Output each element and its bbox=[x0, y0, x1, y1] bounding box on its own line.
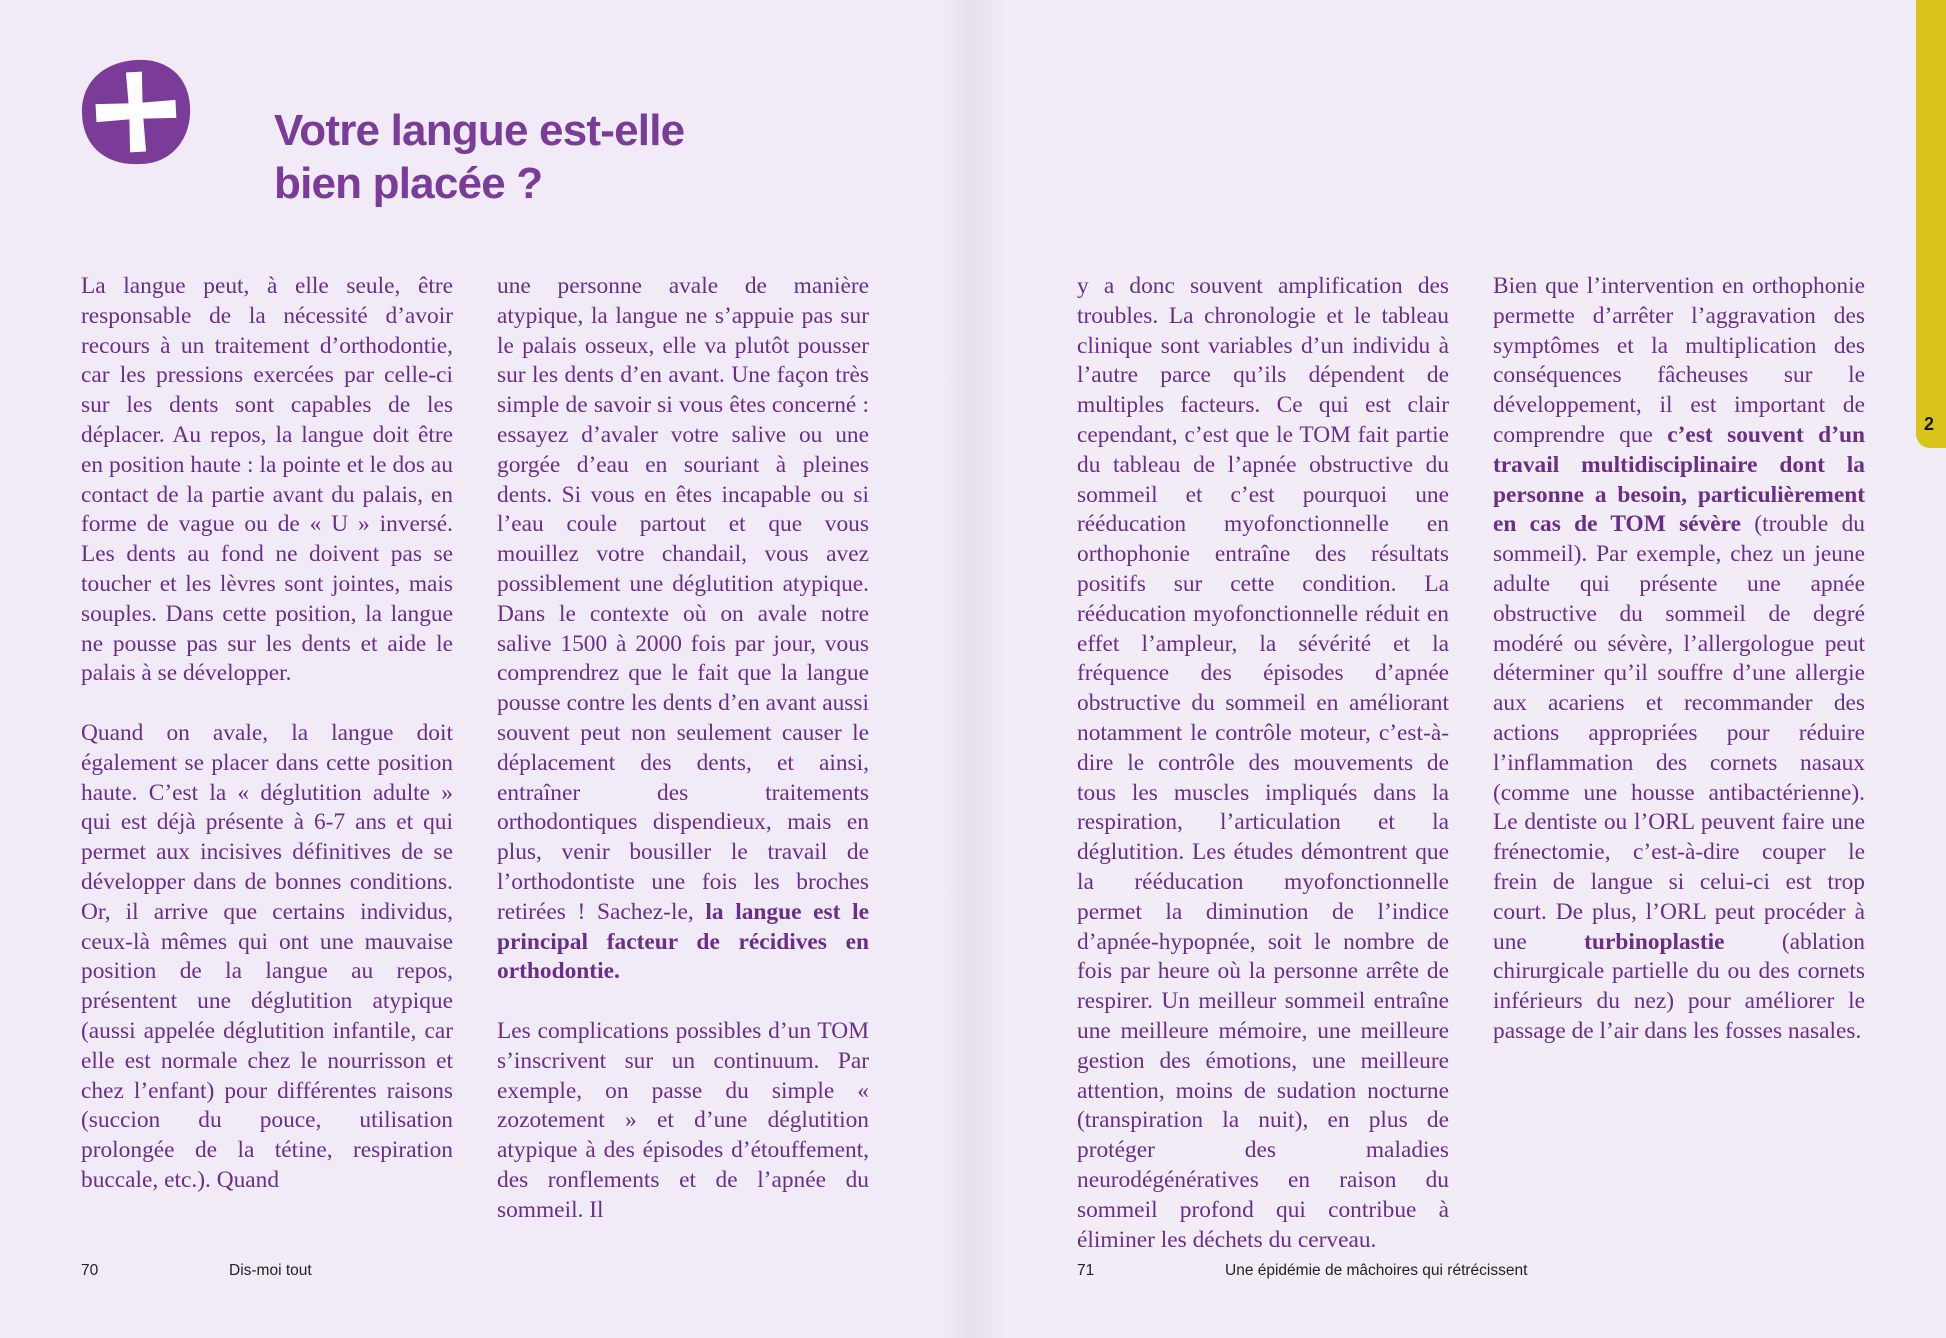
bold-emphasis: la langue est le principal facteur de récidives en orthodontie. bbox=[497, 898, 869, 985]
chapter-tab bbox=[1916, 0, 1946, 448]
paragraph: La langue peut, à elle seule, être responsable de la nécessité d’avoir recours à un traitement d’orthodontie, car les pressions exercées par celle-ci sur les dents sont capables de les déplacer. Au repos, la langue doit être en position haute : la pointe et le dos au contact de la partie avant du palais, en forme de vague ou de « U » inversé. Les dents au fond ne doivent pas se toucher et les lèvres sont jointes, mais souples. Dans cette position, la langue ne pousse pas sur les dents et aide le palais à se développer. bbox=[81, 273, 453, 687]
page-title bbox=[274, 104, 834, 210]
page-title-line-1: Votre langue est-elle bbox=[274, 106, 685, 155]
paragraph-text: une personne avale de manière atypique, la langue ne s’appuie pas sur le palais osseux, elle va plutôt pousser sur les dents d’en avant. Une façon très simple de savoir si vous êtes concerné : essayez d’avaler votre salive ou une gorgée d’eau en souriant à pleines dents. Si vous en êtes incapable ou si l’eau coule partout et que vous mouillez votre chandail, vous avez possiblement une déglutition atypique. Dans le contexte où on avale notre salive 1500 à 2000 fois par jour, vous comprendrez que le fait que la langue pousse contre les dents d’en avant aussi souvent peut non seulement causer le déplacement des dents, et ainsi, entraîner des traitements orthodontiques dispendieux, mais en plus, venir bousiller le travail de l’orthodontiste une fois les broches retirées ! Sachez-le, bbox=[497, 273, 869, 925]
paragraph: Les complications possibles d’un TOM s’inscrivent sur un continuum. Par exemple, on passe du simple « zozotement » et d’une déglutition atypique à des épisodes d’étouffement, des ronflements et de l’apnée du sommeil. Il bbox=[497, 1017, 869, 1223]
right-running-title: Une épidémie de mâchoires qui rétrécissent bbox=[1225, 1262, 1528, 1279]
paragraph-text: (trouble du sommeil). Par exemple, chez un jeune adulte qui présente une apnée obstructive du sommeil de degré modéré ou sévère, l’allergologue peut déterminer qu’il souffre d’une allergie aux acariens et recommander des actions appropriées pour réduire l’inflammation des cornets nasaux (comme une housse antibactérienne). Le dentiste ou l’ORL peuvent faire une frénectomie, c’est-à-dire couper le frein de langue si celui-ci est trop court. De plus, l’ORL peut procéder à une bbox=[1493, 511, 1865, 955]
text-column-3 bbox=[1077, 272, 1449, 1255]
text-column-4 bbox=[1493, 272, 1865, 1047]
bold-emphasis: turbinoplastie bbox=[1584, 928, 1725, 955]
left-running-title: Dis-moi tout bbox=[229, 1262, 312, 1279]
text-column-2 bbox=[497, 272, 869, 1226]
text-column-1 bbox=[81, 272, 453, 1196]
right-page-number: 71 bbox=[1077, 1262, 1095, 1279]
page-title-line-2: bien placée ? bbox=[274, 159, 543, 208]
paragraph bbox=[1493, 272, 1865, 1047]
paragraph: Quand on avale, la langue doit également se placer dans cette position haute. C’est la « déglutition adulte » qui est déjà présente à 6-7 ans et qui permet aux incisives définitives de se développer dans de bonnes conditions. Or, il arrive que certains individus, ceux-là mêmes qui ont une mauvaise position de la langue au repos, présentent une déglutition atypique (aussi appelée déglutition infantile, car elle est normale chez le nourrisson et chez l’enfant) pour différentes raisons (succion du pouce, utilisation prolongée de la tétine, respiration buccale, etc.). Quand bbox=[81, 719, 453, 1193]
left-page-number: 70 bbox=[81, 1262, 99, 1279]
bold-emphasis: c’est souvent d’un travail multidisciplinaire dont la personne a besoin, particulièrement en cas de TOM sévère bbox=[1493, 421, 1865, 538]
chapter-tab-number: 2 bbox=[1923, 414, 1934, 434]
cross-icon bbox=[80, 58, 192, 166]
paragraph bbox=[497, 272, 869, 987]
paragraph: y a donc souvent amplification des troubles. La chronologie et le tableau clinique sont variables d’un individu à l’autre parce qu’ils dépendent de multiples facteurs. Ce qui est clair cependant, c’est que le TOM fait partie du tableau de l’apnée obstructive du sommeil et c’est pourquoi une rééducation myofonctionnelle en orthophonie entraîne des résultats positifs sur cette condition. La rééducation myofonctionnelle réduit en effet l’ampleur, la sévérité et la fréquence des épisodes d’apnée obstructive du sommeil en améliorant notamment le contrôle moteur, c’est-à-dire le contrôle des mouvements de tous les muscles impliqués dans la respiration, l’articulation et la déglutition. Les études démontrent que la rééducation myofonctionnelle permet la diminution de l’indice d’apnée-hypopnée, soit le nombre de fois par heure où la personne arrête de respirer. Un meilleur sommeil entraîne une meilleure mémoire, une meilleure gestion des émotions, une meilleure attention, moins de sudation nocturne (transpiration la nuit), en plus de protéger des maladies neurodégénératives en raison du sommeil profond qui contribue à éliminer les déchets du cerveau. bbox=[1077, 273, 1449, 1253]
paragraph-text: (ablation chirurgicale partielle du ou des cornets inférieurs du nez) pour améliorer le passage de l’air dans les fosses nasales. bbox=[1493, 928, 1866, 1044]
paragraph-text: Bien que l’intervention en orthophonie permette d’arrêter l’aggravation des symptômes et la multiplication des conséquences fâcheuses sur le développement, il est important de comprendre que bbox=[1493, 273, 1865, 448]
